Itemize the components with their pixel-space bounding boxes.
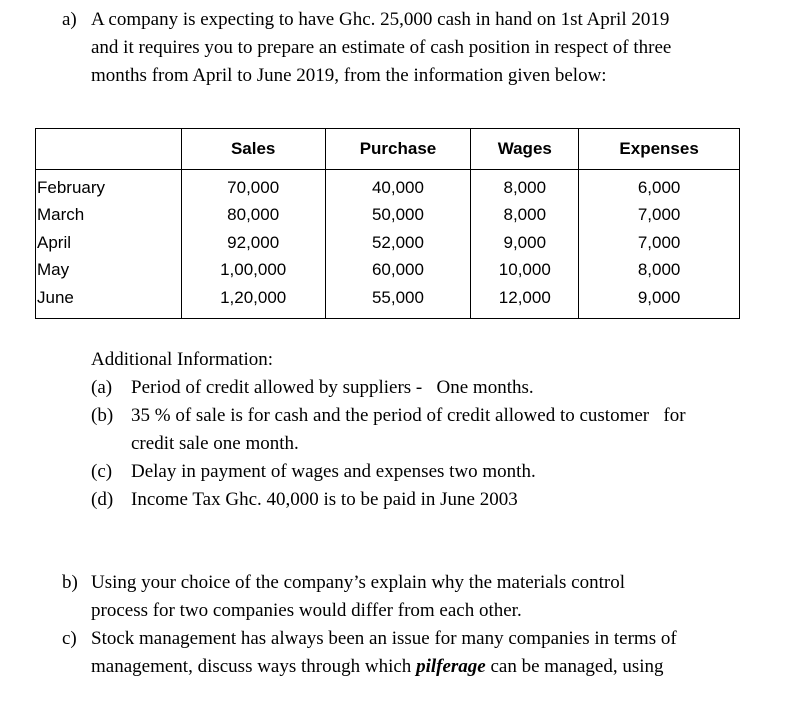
table-cell: 8,000 (471, 202, 579, 230)
table-cell-month: February (36, 170, 182, 202)
cash-data-table (35, 128, 740, 319)
question-b (62, 569, 782, 625)
additional-item-tag: (a) (91, 377, 113, 398)
question-c-line (91, 653, 782, 681)
question-a-line: A company is expecting to have Ghc. 25,000 cash in hand on 1st April 2019 (91, 9, 670, 30)
question-c-text: can be managed, using (485, 656, 664, 677)
questions-b-c (62, 569, 782, 681)
table-cell: 92,000 (181, 229, 325, 257)
table-cell: 8,000 (471, 170, 579, 202)
table-header-wages: Wages (471, 129, 579, 170)
additional-item-text: Income Tax Ghc. 40,000 is to be paid in June 2003 (131, 489, 518, 510)
additional-item (91, 374, 751, 402)
table-row (36, 284, 740, 318)
table-header-purchase: Purchase (325, 129, 471, 170)
additional-item (91, 486, 751, 514)
table-cell: 1,20,000 (181, 284, 325, 318)
table-cell: 60,000 (325, 257, 471, 285)
question-a-line: and it requires you to prepare an estimate of cash position in respect of three (91, 37, 672, 58)
table-cell: 52,000 (325, 229, 471, 257)
table-cell: 9,000 (579, 284, 740, 318)
table-header-row (36, 129, 740, 170)
table-cell: 1,00,000 (181, 257, 325, 285)
additional-item (91, 458, 751, 486)
question-b-label: b) (62, 572, 78, 593)
additional-item-text: Period of credit allowed by suppliers - One months. (131, 377, 534, 398)
question-b-line: process for two companies would differ from each other. (91, 600, 522, 621)
question-c (62, 625, 782, 681)
table-row (36, 202, 740, 230)
table-cell: 8,000 (579, 257, 740, 285)
question-a-text (91, 6, 781, 90)
table-cell: 6,000 (579, 170, 740, 202)
table-cell-month: May (36, 257, 182, 285)
table-header-sales: Sales (181, 129, 325, 170)
additional-information (91, 346, 751, 514)
table-cell: 7,000 (579, 202, 740, 230)
table-header-expenses: Expenses (579, 129, 740, 170)
table-cell-month: June (36, 284, 182, 318)
additional-item-tag: (d) (91, 489, 114, 510)
table-row (36, 257, 740, 285)
table-cell-month: March (36, 202, 182, 230)
table-cell: 9,000 (471, 229, 579, 257)
question-c-text: management, discuss ways through which (91, 656, 417, 677)
additional-item-text: 35 % of sale is for cash and the period of credit allowed to customer for (131, 405, 686, 426)
question-c-line: Stock management has always been an issue for many companies in terms of (91, 628, 677, 649)
additional-item-text: credit sale one month. (131, 433, 299, 454)
table-cell: 70,000 (181, 170, 325, 202)
question-b-line: Using your choice of the company’s explain why the materials control (91, 572, 625, 593)
additional-item (91, 402, 751, 458)
additional-item-text: Delay in payment of wages and expenses two month. (131, 461, 536, 482)
table-cell-month: April (36, 229, 182, 257)
table-cell: 7,000 (579, 229, 740, 257)
additional-item-tag: (b) (91, 405, 114, 426)
additional-heading: Additional Information: (91, 349, 274, 370)
pilferage-emphasis: pilferage (416, 656, 486, 677)
question-a-label: a) (62, 9, 77, 30)
table-cell: 55,000 (325, 284, 471, 318)
table-header-cell (36, 129, 182, 170)
question-a-line: months from April to June 2019, from the information given below: (91, 65, 607, 86)
question-c-label: c) (62, 628, 77, 649)
table-cell: 40,000 (325, 170, 471, 202)
table-row (36, 170, 740, 202)
additional-item-tag: (c) (91, 461, 113, 482)
table-cell: 80,000 (181, 202, 325, 230)
table-cell: 50,000 (325, 202, 471, 230)
table-row (36, 229, 740, 257)
table-cell: 10,000 (471, 257, 579, 285)
table-cell: 12,000 (471, 284, 579, 318)
